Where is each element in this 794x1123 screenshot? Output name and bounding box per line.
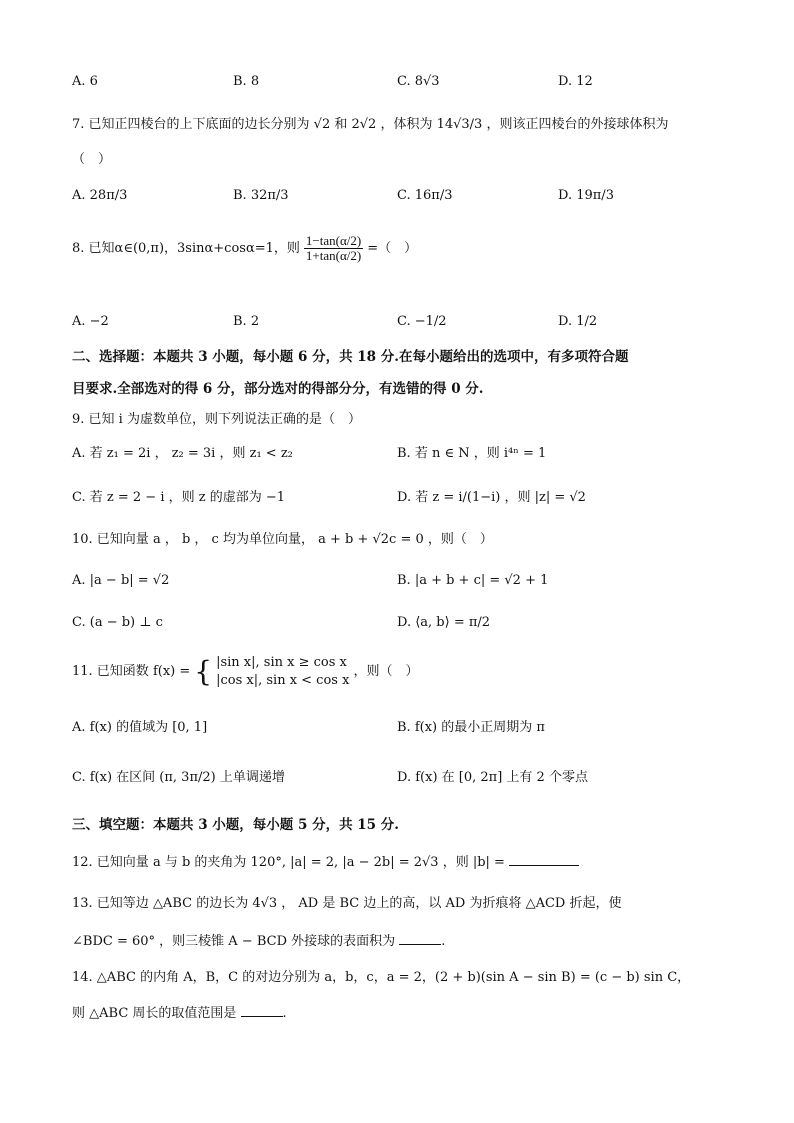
q7-option-b: B. 32π/3 (233, 188, 289, 203)
q8-stem (72, 234, 417, 264)
q9-option-c: C. 若 z = 2 − i ，则 z 的虚部为 −1 (72, 490, 286, 505)
q13-line1: 13. 已知等边 △ABC 的边长为 4√3 ， AD 是 BC 边上的高，以 AD 为折痕将 △ACD 折起，使 (72, 896, 622, 911)
q10-option-d: D. ⟨a, b⟩ = π/2 (397, 615, 491, 630)
q11-stem-post: ，则（ ） (353, 663, 419, 679)
q11-case-2: |cos x|, sin x < cos x (216, 672, 350, 688)
q11-option-d: D. f(x) 在 [0, 2π] 上有 2 个零点 (397, 770, 588, 785)
q12-answer-blank[interactable] (509, 853, 579, 866)
q14-period: . (282, 1006, 287, 1021)
q14-line2-wrap (72, 1004, 287, 1022)
q6-option-d: D. 12 (558, 74, 593, 89)
section3-heading: 三、填空题：本题共 3 小题，每小题 5 分，共 15 分. (72, 817, 399, 833)
q11-option-c: C. f(x) 在区间 (π, 3π/2) 上单调递增 (72, 770, 285, 785)
section2-heading-line2: 目要求.全部选对的得 6 分，部分选对的得部分分，有选错的得 0 分. (72, 381, 484, 397)
q10-option-a: A. |a − b| = √2 (72, 573, 170, 588)
q6-option-b: B. 8 (233, 74, 260, 89)
q11-stem (72, 654, 418, 689)
q11-piecewise-cases (216, 654, 349, 689)
q7-answer-paren: （ ） (72, 152, 112, 167)
q14-line2: 则 △ABC 周长的取值范围是 (72, 1006, 237, 1021)
q10-option-c: C. (a − b) ⊥ c (72, 615, 163, 630)
q10-stem: 10. 已知向量 a ， b ， c 均为单位向量， a + b + √2c = 0 ，则（ ） (72, 532, 493, 547)
q8-fraction (304, 234, 363, 264)
q13-line2-wrap (72, 932, 445, 950)
q7-stem: 7. 已知正四棱台的上下底面的边长分别为 √2 和 2√2 ，体积为 14√3/3 ，则该正四棱台的外接球体积为 (72, 117, 669, 132)
q7-option-d: D. 19π/3 (558, 188, 614, 203)
q6-option-c: C. 8√3 (397, 74, 440, 89)
q13-answer-blank[interactable] (399, 932, 441, 945)
q14-answer-blank[interactable] (241, 1004, 283, 1017)
q9-option-b: B. 若 n ∈ N ，则 i⁴ⁿ = 1 (397, 446, 547, 461)
q14-line1: 14. △ABC 的内角 A，B，C 的对边分别为 a，b，c，a = 2，(2 + b)(sin A − sin B) = (c − b) sin C， (72, 970, 691, 985)
q8-option-a: A. −2 (72, 314, 109, 329)
q9-option-a: A. 若 z₁ = 2i ， z₂ = 3i ，则 z₁ < z₂ (72, 446, 293, 461)
q11-left-brace: { (194, 654, 213, 688)
q8-stem-post: =（ ） (367, 241, 418, 256)
q13-period: . (441, 934, 446, 949)
q11-option-b: B. f(x) 的最小正周期为 π (397, 720, 545, 735)
q7-option-a: A. 28π/3 (72, 188, 128, 203)
q8-option-d: D. 1/2 (558, 314, 598, 329)
q10-option-b: B. |a + b + c| = √2 + 1 (397, 573, 549, 588)
q7-option-c: C. 16π/3 (397, 188, 453, 203)
q8-frac-num: 1−tan(α/2) (305, 233, 362, 248)
q11-stem-pre: 11. 已知函数 f(x) = (72, 663, 191, 679)
q11-option-a: A. f(x) 的值域为 [0, 1] (72, 720, 208, 735)
q12-stem: 12. 已知向量 a 与 b 的夹角为 120°, |a| = 2, |a − 2b| = 2√3 ，则 |b| = (72, 855, 505, 870)
q8-option-c: C. −1/2 (397, 314, 447, 329)
q9-stem: 9. 已知 i 为虚数单位，则下列说法正确的是（ ） (72, 412, 361, 427)
q8-frac-den: 1+tan(α/2) (305, 248, 362, 264)
q11-case-1: |sin x|, sin x ≥ cos x (216, 655, 347, 670)
section2-heading-line1: 二、选择题：本题共 3 小题，每小题 6 分，共 18 分.在每小题给出的选项中，有多项符合题 (72, 349, 629, 365)
q8-option-b: B. 2 (233, 314, 260, 329)
q8-stem-pre: 8. 已知α∈(0,π)，3sinα+cosα=1，则 (72, 241, 300, 256)
q9-option-d: D. 若 z = i/(1−i) ，则 |z| = √2 (397, 490, 586, 505)
q12-line (72, 853, 579, 871)
q6-option-a: A. 6 (72, 74, 98, 89)
q13-line2: ∠BDC = 60° ，则三棱锥 A − BCD 外接球的表面积为 (72, 934, 396, 949)
